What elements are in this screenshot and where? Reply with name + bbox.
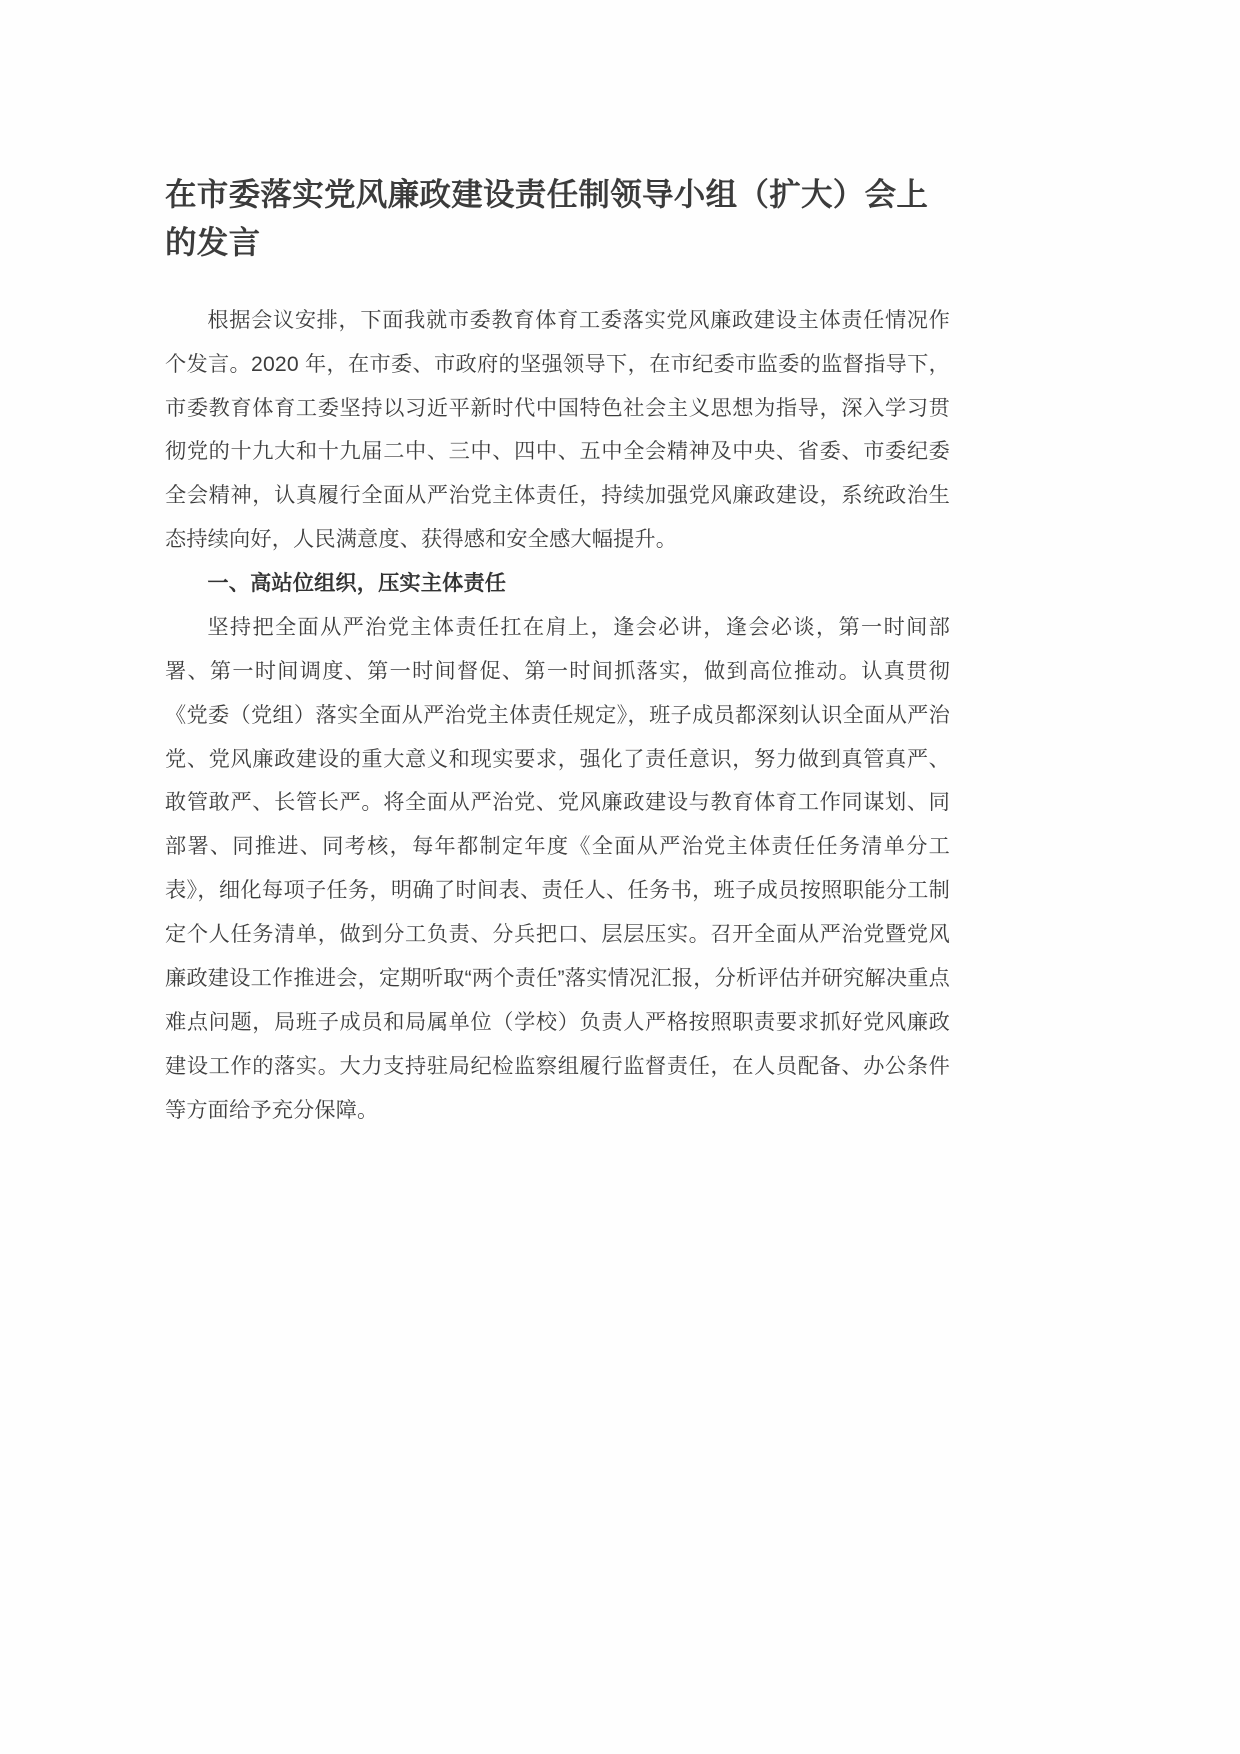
section-heading-one: 一、高站位组织，压实主体责任 (207, 572, 507, 595)
page-title: 在市委落实党风廉政建设责任制领导小组（扩大）会上的发言 (165, 176, 929, 260)
intro-paragraph: 根据会议安排，下面我就市委教育体育工委落实党风廉政建设主体责任情况作个发言。2020 年，在市委、市政府的坚强领导下，在市纪委市监委的监督指导下，市委教育体育工委坚持以习近平新时代中国特色社会主义思想为指导，深入学习贯彻党的十九大和十九届二中、三中、四中、五中全会精神及中央、省委、市委纪委全会精神，认真履行全面从严治党主体责任，持续加强党风廉政建设，系统政治生态持续向好，人民满意度、获得感和安全感大幅提升。 (165, 308, 950, 552)
document-content (165, 0, 950, 1132)
section-one-body: 坚持把全面从严治党主体责任扛在肩上，逢会必讲，逢会必谈，第一时间部署、第一时间调度、第一时间督促、第一时间抓落实，做到高位推动。认真贯彻《党委（党组）落实全面从严治党主体责任规定》，班子成员都深刻认识全面从严治党、党风廉政建设的重大意义和现实要求，强化了责任意识，努力做到真管真严、敢管敢严、长管长严。将全面从严治党、党风廉政建设与教育体育工作同谋划、同部署、同推进、同考核，每年都制定年度《全面从严治党主体责任任务清单分工表》，细化每项子任务，明确了时间表、责任人、任务书，班子成员按照职能分工制定个人任务清单，做到分工负责、分兵把口、层层压实。召开全面从严治党暨党风廉政建设工作推进会，定期听取“两个责任”落实情况汇报，分析评估并研究解决重点难点问题，局班子成员和局属单位（学校）负责人严格按照职责要求抓好党风廉政建设工作的落实。大力支持驻局纪检监察组履行监督责任，在人员配备、办公条件等方面给予充分保障。 (165, 615, 950, 1122)
